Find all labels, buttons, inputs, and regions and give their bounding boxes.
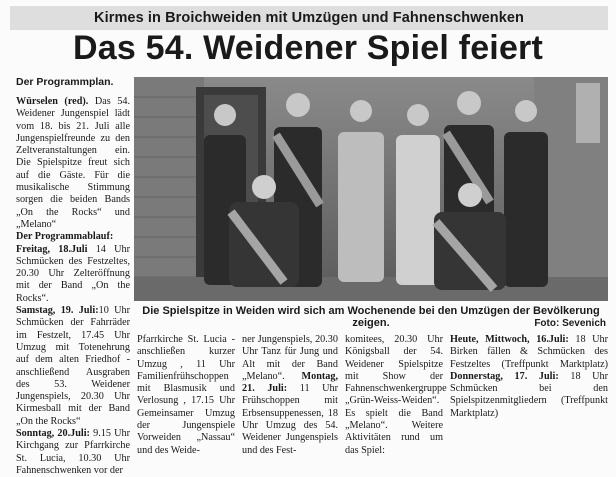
group-photo xyxy=(134,77,608,301)
kicker: Kirmes in Broichweiden mit Umzügen und Fahnenschwenken xyxy=(94,10,524,26)
lead-paragraph: Das 54. Weidener Jungenspiel lädt vom 18. bis 21. Juli alle Jungenspielfreunde zu den Zeltveranstaltungen ein. Die Spielspitze freut sich auf die Gäste. Für die musikalische Stimmung sorgen die beiden Bands „On the Rocks“ und „Melano“ xyxy=(16,96,130,230)
sunday-text: 9.15 Uhr Kirchgang zur Pfarrkirche St. Lucia, 10.30 Uhr Fahnenschwenken vor der xyxy=(16,428,130,476)
sunday-label: Sonntag, 20.Juli: xyxy=(16,428,90,440)
column-2-text: Pfarrkirche St. Lucia - anschließen kurzer Umzug , 11 Uhr Familienfrühschoppen mit Blasmusik und Verlosung , 17.15 Uhr Gemeinsamer Umzug der Jungenspiele Vorweiden „Nassau“ und des Weide- xyxy=(137,334,235,456)
monday-label: Montag, 21. Juli: xyxy=(242,370,338,395)
photo-credit: Foto: Sevenich xyxy=(534,318,606,329)
friday-text: 14 Uhr Schmücken des Festzeltes, 20.30 Uhr Zelteröffnung mit der Band „On the Rocks“. xyxy=(16,243,130,304)
article-column-4 xyxy=(345,334,447,457)
article-column-1 xyxy=(16,96,130,477)
dateline: Würselen (red). xyxy=(16,96,89,107)
group-photo-image xyxy=(134,77,608,301)
article-column-3 xyxy=(242,334,338,457)
photo-caption: Die Spielspitze in Weiden wird sich am Wochenende bei den Umzügen der Bevölkerung zeigen. xyxy=(142,305,600,329)
subhead: Der Programmplan. xyxy=(16,76,114,88)
thursday-label: Donnerstag, 17. Juli: xyxy=(450,370,559,382)
saturday-text: 10 Uhr Schmücken der Fahrräder im Festzelt, 17.45 Uhr Umzug mit Totenehrung auf dem alten Friedhof - anschließend Ausgraben des 53. Weidener Jungenspiels, 20.30 Uhr Kirmesball mit der Band „On the Rocks“ xyxy=(16,305,130,427)
column-3-text: ner Jungenspiels, 20.30 Uhr Tanz für Jung und Alt mit der Band „Melano“. xyxy=(242,334,338,382)
article-column-5 xyxy=(450,334,608,420)
thursday-text: 18 Uhr Schmücken bei den Spielspitzenmitgliedern (Treffpunkt Marktplatz) xyxy=(450,370,608,419)
program-label: Der Programmablauf: xyxy=(16,231,114,243)
article-column-2 xyxy=(137,334,235,457)
wednesday-text: 18 Uhr Birken fällen & Schmücken des Festzeltes (Treffpunkt Marktplatz) xyxy=(450,334,608,370)
headline: Das 54. Weidener Spiel feiert xyxy=(72,29,544,67)
friday-label: Freitag, 18.Juli xyxy=(16,243,88,255)
monday-text: 11 Uhr Frühschoppen mit Erbsensuppenessen, 18 Uhr Umzug des 54. Weidener Jungenspiels und des Fest- xyxy=(242,383,338,456)
saturday-label: Samstag, 19. Juli: xyxy=(16,305,99,317)
wednesday-label: Heute, Mittwoch, 16.Juli: xyxy=(450,334,569,345)
column-4-text: komitees, 20.30 Uhr Königsball der 54. Weidener Spielspitze mit Show der Fahnenschwenkergruppe „Grün-Weiss-Weiden“. Es spielt die Band „Melano“. Weitere Aktivitäten rund um das Spiel: xyxy=(345,334,447,456)
